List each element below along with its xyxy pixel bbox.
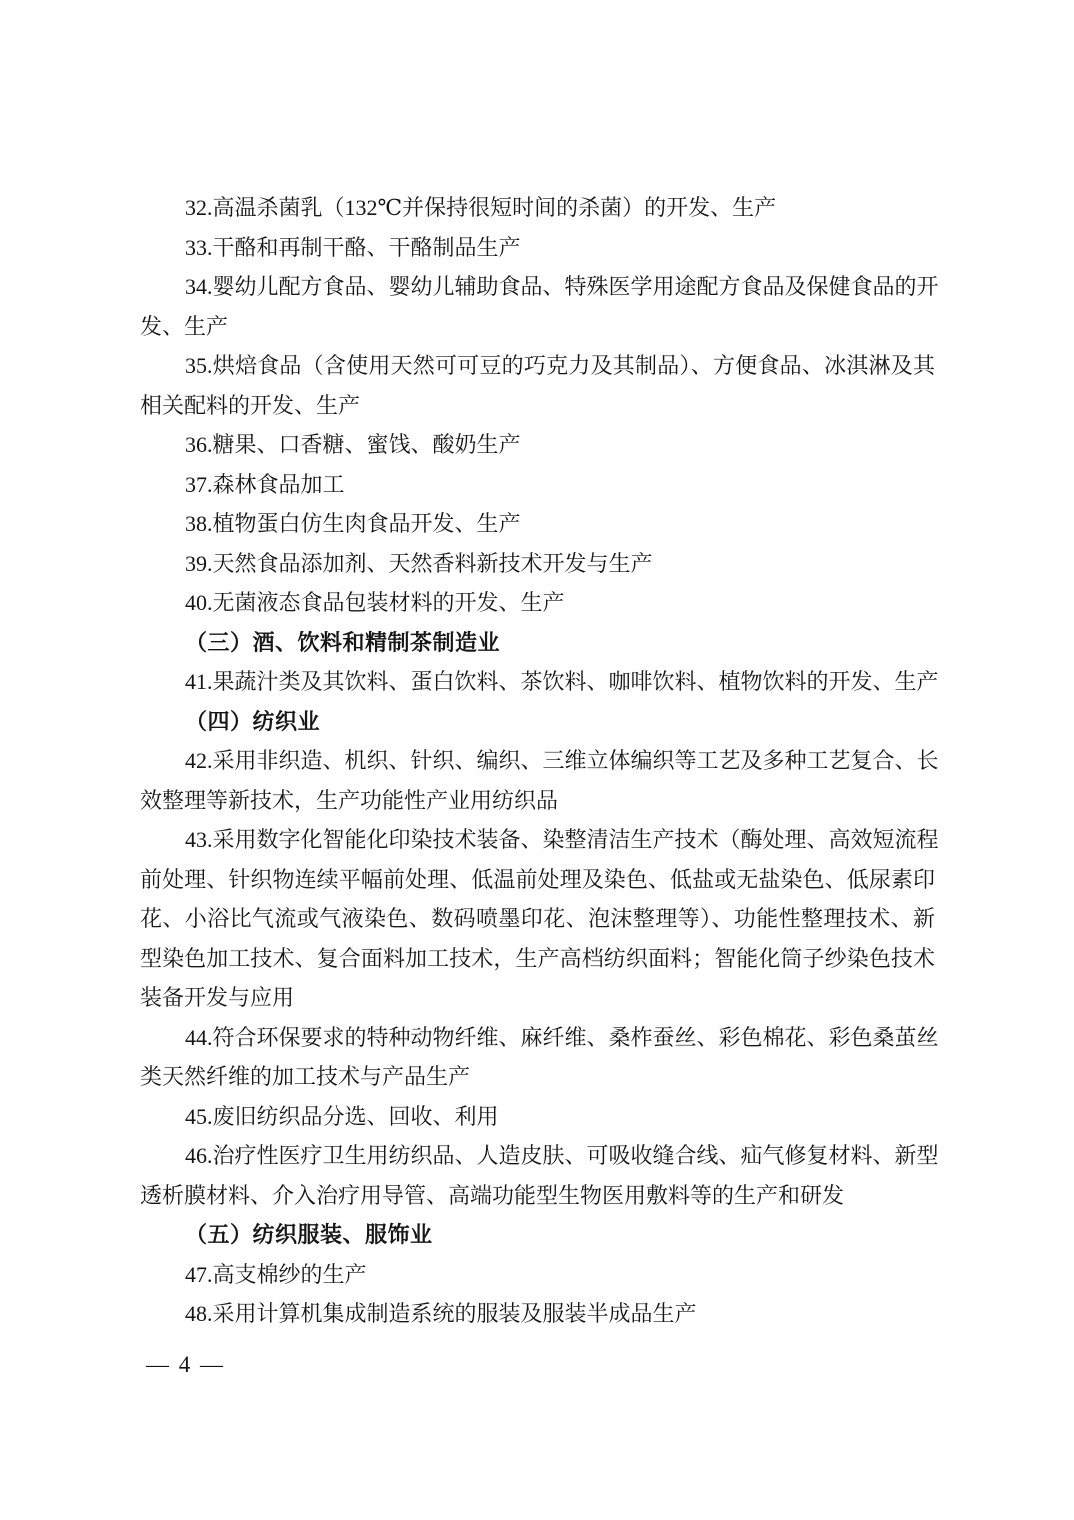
list-item-46	[140, 1136, 939, 1215]
text-line: 38.植物蛋白仿生肉食品开发、生产	[185, 511, 521, 536]
text-line: 40.无菌液态食品包装材料的开发、生产	[185, 590, 565, 615]
text-line: 发、生产	[140, 313, 229, 339]
text-line: 48.采用计算机集成制造系统的服装及服装半成品生产	[185, 1301, 697, 1326]
list-item-47	[140, 1255, 935, 1295]
section-heading-3	[140, 623, 935, 663]
text-line: 47.高支棉纱的生产	[185, 1261, 367, 1287]
list-item-35	[140, 346, 935, 425]
text-line: 44.符合环保要求的特种动物纤维、麻纤维、桑柞蚕丝、彩色棉花、彩色桑茧丝	[185, 1024, 939, 1050]
text-line: （四）纺织业	[185, 708, 321, 734]
text-line: 装备开发与应用	[140, 985, 295, 1010]
page-footer	[146, 1350, 225, 1380]
document-body	[140, 188, 939, 1334]
text-line: 34.婴幼儿配方食品、婴幼儿辅助食品、特殊医学用途配方食品及保健食品的开	[185, 274, 939, 299]
text-line: 前处理、针织物连续平幅前处理、低温前处理及染色、低盐或无盐染色、低尿素印	[140, 866, 935, 892]
text-line: 35.烘焙食品（含使用天然可可豆的巧克力及其制品）、方便食品、冰淇淋及其	[185, 353, 935, 378]
list-item-36	[140, 425, 935, 465]
list-item-37	[140, 465, 935, 505]
list-item-43	[140, 820, 939, 1018]
text-line: 33.干酪和再制干酪、干酪制品生产	[185, 234, 521, 260]
list-item-32	[140, 188, 935, 228]
text-line: 类天然纤维的加工技术与产品生产	[140, 1064, 471, 1089]
text-line: 相关配料的开发、生产	[140, 392, 361, 418]
text-line: （三）酒、饮料和精制茶制造业	[185, 629, 501, 655]
page-number: — 4 —	[146, 1352, 225, 1377]
list-item-40	[140, 583, 935, 623]
text-line: 花、小浴比气流或气液染色、数码喷墨印花、泡沫整理等）、功能性整理技术、新	[140, 906, 935, 931]
list-item-45	[140, 1097, 935, 1137]
text-line: 透析膜材料、介入治疗用导管、高端功能型生物医用敷料等的生产和研发	[140, 1182, 845, 1208]
list-item-41	[140, 662, 939, 702]
list-item-48	[140, 1294, 935, 1334]
text-line: 效整理等新技术，生产功能性产业用纺织品	[140, 787, 559, 813]
list-item-42	[140, 741, 939, 820]
list-item-33	[140, 228, 935, 268]
text-line: 32.高温杀菌乳（132℃并保持很短时间的杀菌）的开发、生产	[185, 195, 777, 220]
section-heading-5	[140, 1215, 935, 1255]
text-line: 42.采用非织造、机织、针织、编织、三维立体编织等工艺及多种工艺复合、长	[185, 748, 939, 773]
text-line: 41.果蔬汁类及其饮料、蛋白饮料、茶饮料、咖啡饮料、植物饮料的开发、生产	[185, 669, 939, 694]
text-line: 型染色加工技术、复合面料加工技术，生产高档纺织面料；智能化筒子纱染色技术	[140, 945, 935, 971]
text-line: 45.废旧纺织品分选、回收、利用	[185, 1103, 499, 1129]
list-item-34	[140, 267, 939, 346]
text-line: 39.天然食品添加剂、天然香料新技术开发与生产	[185, 550, 653, 576]
text-line: （五）纺织服装、服饰业	[185, 1222, 433, 1247]
list-item-39	[140, 544, 935, 584]
text-line: 36.糖果、口香糖、蜜饯、酸奶生产	[185, 432, 521, 457]
list-item-44	[140, 1018, 939, 1097]
section-heading-4	[140, 702, 935, 742]
text-line: 43.采用数字化智能化印染技术装备、染整清洁生产技术（酶处理、高效短流程	[185, 827, 939, 852]
text-line: 37.森林食品加工	[185, 471, 345, 497]
list-item-38	[140, 504, 935, 544]
text-line: 46.治疗性医疗卫生用纺织品、人造皮肤、可吸收缝合线、疝气修复材料、新型	[185, 1143, 939, 1168]
